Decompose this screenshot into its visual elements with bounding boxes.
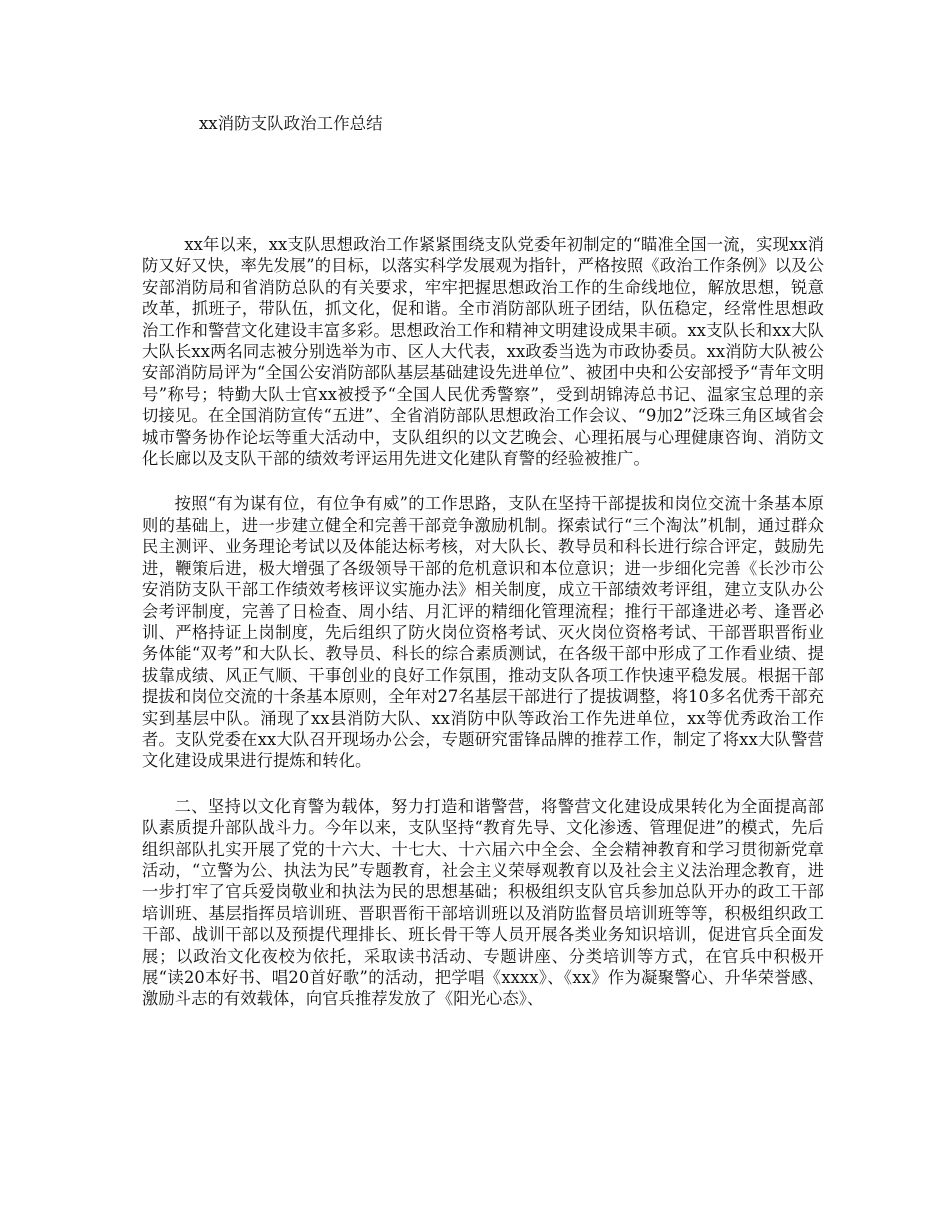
document-body bbox=[142, 234, 824, 1034]
paragraph-overview: xx年以来，xx支队思想政治工作紧紧围绕支队党委年初制定的“瞄准全国一流，实现xx消防又好又快，率先发展”的目标，以落实科学发展观为指针，严格按照《政治工作条例》以及公安部消防局和省消防总队的有关要求，牢牢把握思想政治工作的生命线地位，解放思想，锐意改革，抓班子，带队伍，抓文化，促和谐。全市消防部队班子团结，队伍稳定，经常性思想政治工作和警营文化建设丰富多彩。思想政治工作和精神文明建设成果丰硕。xx支队长和xx大队大队长xx两名同志被分别选举为市、区人大代表，xx政委当选为市政协委员。xx消防大队被公安部消防局评为“全国公安消防部队基层基础建设先进单位”、被团中央和公安部授予“青年文明号”称号；特勤大队士官xx被授予“全国人民优秀警察”，受到胡锦涛总书记、温家宝总理的亲切接见。在全国消防宣传“五进”、全省消防部队思想政治工作会议、“9加2”泛珠三角区域省会城市警务协作论坛等重大活动中，支队组织的以文艺晚会、心理拓展与心理健康咨询、消防文化长廊以及支队干部的绩效考评运用先进文化建队育警的经验被推广。 bbox=[142, 235, 824, 469]
document-title: xx消防支队政治工作总结 bbox=[199, 114, 383, 133]
paragraph-cadre-mechanism: 按照“有为谋有位，有位争有威”的工作思路，支队在坚持干部提拔和岗位交流十条基本原则的基础上，进一步建立健全和完善干部竞争激励机制。探索试行“三个淘汰”机制，通过群众民主测评、业务理论考试以及体能达标考核，对大队长、教导员和科长进行综合评定，鼓励先进，鞭策后进，极大增强了各级领导干部的危机意识和本位意识；进一步细化完善《长沙市公安消防支队干部工作绩效考核评议实施办法》相关制度，成立干部绩效考评组，建立支队办公会考评制度，完善了日检查、周小结、月汇评的精细化管理流程；推行干部逢进必考、逢晋必训、严格持证上岗制度，先后组织了防火岗位资格考试、灭火岗位资格考试、干部晋职晋衔业务体能“双考”和大队长、教导员、科长的综合素质测试，在各级干部中形成了工作看业绩、提拔靠成绩、风正气顺、干事创业的良好工作氛围，推动支队各项工作快速平稳发展。根据干部提拔和岗位交流的十条基本原则，全年对27名基层干部进行了提拔调整，将10多名优秀干部充实到基层中队。涌现了xx县消防大队、xx消防中队等政治工作先进单位，xx等优秀政治工作者。支队党委在xx大队召开现场办公会，专题研究雷锋品牌的推荐工作，制定了将xx大队警营文化建设成果进行提炼和转化。 bbox=[142, 494, 824, 771]
paragraph-culture-education: 二、坚持以文化育警为载体，努力打造和谐警营，将警营文化建设成果转化为全面提高部队素质提升部队战斗力。今年以来，支队坚持“教育先导、文化渗透、管理促进”的模式，先后组织部队扎实开展了党的十六大、十七大、十六届六中全会、全会精神教育和学习贯彻新党章活动，“立警为公、执法为民”专题教育，社会主义荣辱观教育以及社会主义法治理念教育，进一步打牢了官兵爱岗敬业和执法为民的思想基础；积极组织支队官兵参加总队开办的政工干部培训班、基层指挥员培训班、晋职晋衔干部培训班以及消防监督员培训班等等，积极组织政工干部、战训干部以及预提代理排长、班长骨干等人员开展各类业务知识培训，促进官兵全面发展；以政治文化夜校为依托，采取读书活动、专题讲座、分类培训等方式，在官兵中积极开展“读20本好书、唱20首好歌”的活动，把学唱《xxxx》、《xx》作为凝聚警心、升华荣誉感、激励斗志的有效载体，向官兵推荐发放了《阳光心态》、 bbox=[142, 796, 824, 1009]
